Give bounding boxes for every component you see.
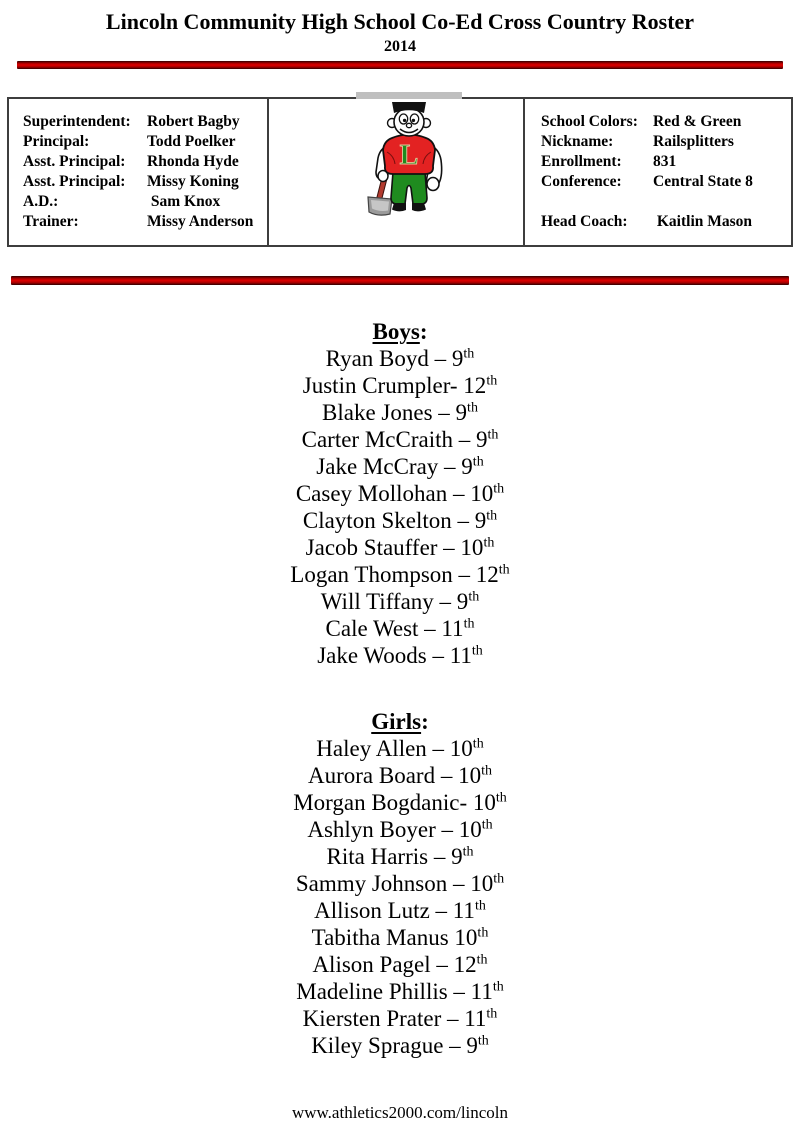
info-row xyxy=(541,152,791,172)
info-row xyxy=(23,152,267,172)
roster-entry: Kiley Sprague – 9th xyxy=(311,1032,489,1058)
red-divider-middle xyxy=(11,276,789,285)
roster-entry: Tabitha Manus 10th xyxy=(311,924,489,950)
boys-roster-section xyxy=(0,318,800,669)
info-label xyxy=(541,192,653,212)
info-value: Kaitlin Mason xyxy=(653,213,753,230)
info-row xyxy=(23,112,267,132)
roster-entry: Aurora Board – 10th xyxy=(307,762,492,788)
girls-list xyxy=(0,735,800,1059)
info-label: A.D.: xyxy=(23,193,59,210)
info-value: Todd Poelker xyxy=(147,133,236,150)
info-label: Trainer: xyxy=(23,213,79,230)
boys-list xyxy=(0,345,800,669)
roster-entry: Jake Woods – 11th xyxy=(317,642,483,668)
info-row xyxy=(541,192,791,212)
info-value: Missy Koning xyxy=(147,173,239,190)
roster-entry: Blake Jones – 9th xyxy=(322,399,478,425)
info-row xyxy=(541,112,791,132)
red-divider-top xyxy=(17,61,783,69)
info-row xyxy=(23,172,267,192)
roster-entry: Jacob Stauffer – 10th xyxy=(305,534,495,560)
roster-entry: Rita Harris – 9th xyxy=(326,843,474,869)
info-row xyxy=(23,192,267,212)
boys-heading-text: Boys xyxy=(372,319,420,344)
boys-heading-colon: : xyxy=(419,319,428,344)
info-value: Railsplitters xyxy=(653,133,734,150)
roster-entry: Kiersten Prater – 11th xyxy=(302,1005,498,1031)
roster-entry: Morgan Bogdanic- 10th xyxy=(293,789,507,815)
info-row xyxy=(541,132,791,152)
roster-entry: Cale West – 11th xyxy=(325,615,475,641)
info-label: Superintendent: xyxy=(23,113,131,130)
school-info-box xyxy=(7,97,793,247)
school-facts-cell xyxy=(525,99,791,245)
roster-entry: Haley Allen – 10th xyxy=(316,735,484,761)
roster-entry: Logan Thompson – 12th xyxy=(290,561,510,587)
info-label: Principal: xyxy=(23,133,90,150)
roster-entry: Casey Mollohan – 10th xyxy=(295,480,505,506)
info-row xyxy=(541,172,791,192)
roster-entry: Ryan Boyd – 9th xyxy=(325,345,475,371)
info-label: Conference: xyxy=(541,173,622,190)
info-value: 831 xyxy=(653,153,677,170)
info-label: Asst. Principal: xyxy=(23,153,126,170)
roster-entry: Jake McCray – 9th xyxy=(316,453,484,479)
info-value: Red & Green xyxy=(653,113,742,130)
girls-roster-section xyxy=(0,708,800,1059)
roster-entry: Sammy Johnson – 10th xyxy=(295,870,505,896)
staff-info-cell xyxy=(9,99,269,245)
roster-entry: Madeline Phillis – 11th xyxy=(296,978,504,1004)
info-label: Head Coach: xyxy=(541,213,628,230)
info-value: Robert Bagby xyxy=(147,113,240,130)
info-value: Central State 8 xyxy=(653,173,753,190)
boys-heading xyxy=(0,318,800,345)
railsplitter-mascot-icon xyxy=(354,100,464,235)
girls-heading-text: Girls xyxy=(371,709,422,734)
roster-entry: Alison Pagel – 12th xyxy=(312,951,488,977)
girls-heading-colon: : xyxy=(421,709,429,734)
info-row xyxy=(23,132,267,152)
info-label: Enrollment: xyxy=(541,153,622,170)
roster-entry: Carter McCraith – 9th xyxy=(301,426,499,452)
mascot-letter: L xyxy=(399,140,419,171)
info-label: School Colors: xyxy=(541,113,638,130)
roster-entry: Clayton Skelton – 9th xyxy=(302,507,498,533)
info-value: Rhonda Hyde xyxy=(147,153,239,170)
info-label: Nickname: xyxy=(541,133,614,150)
roster-entry: Allison Lutz – 11th xyxy=(314,897,486,923)
info-row xyxy=(23,212,267,232)
roster-entry: Ashlyn Boyer – 10th xyxy=(307,816,493,842)
image-edge-artifact xyxy=(356,92,462,99)
page-title: Lincoln Community High School Co-Ed Cross Country Roster xyxy=(105,9,695,34)
footer-url: www.athletics2000.com/lincoln xyxy=(291,1103,509,1122)
girls-heading xyxy=(0,708,800,735)
mascot-cell xyxy=(269,99,525,245)
info-row xyxy=(541,212,791,232)
info-value: Missy Anderson xyxy=(147,213,254,230)
year-subtitle: 2014 xyxy=(384,38,416,55)
roster-entry: Justin Crumpler- 12th xyxy=(302,372,498,398)
info-label: Asst. Principal: xyxy=(23,173,126,190)
roster-entry: Will Tiffany – 9th xyxy=(320,588,480,614)
info-value: Sam Knox xyxy=(147,193,221,210)
